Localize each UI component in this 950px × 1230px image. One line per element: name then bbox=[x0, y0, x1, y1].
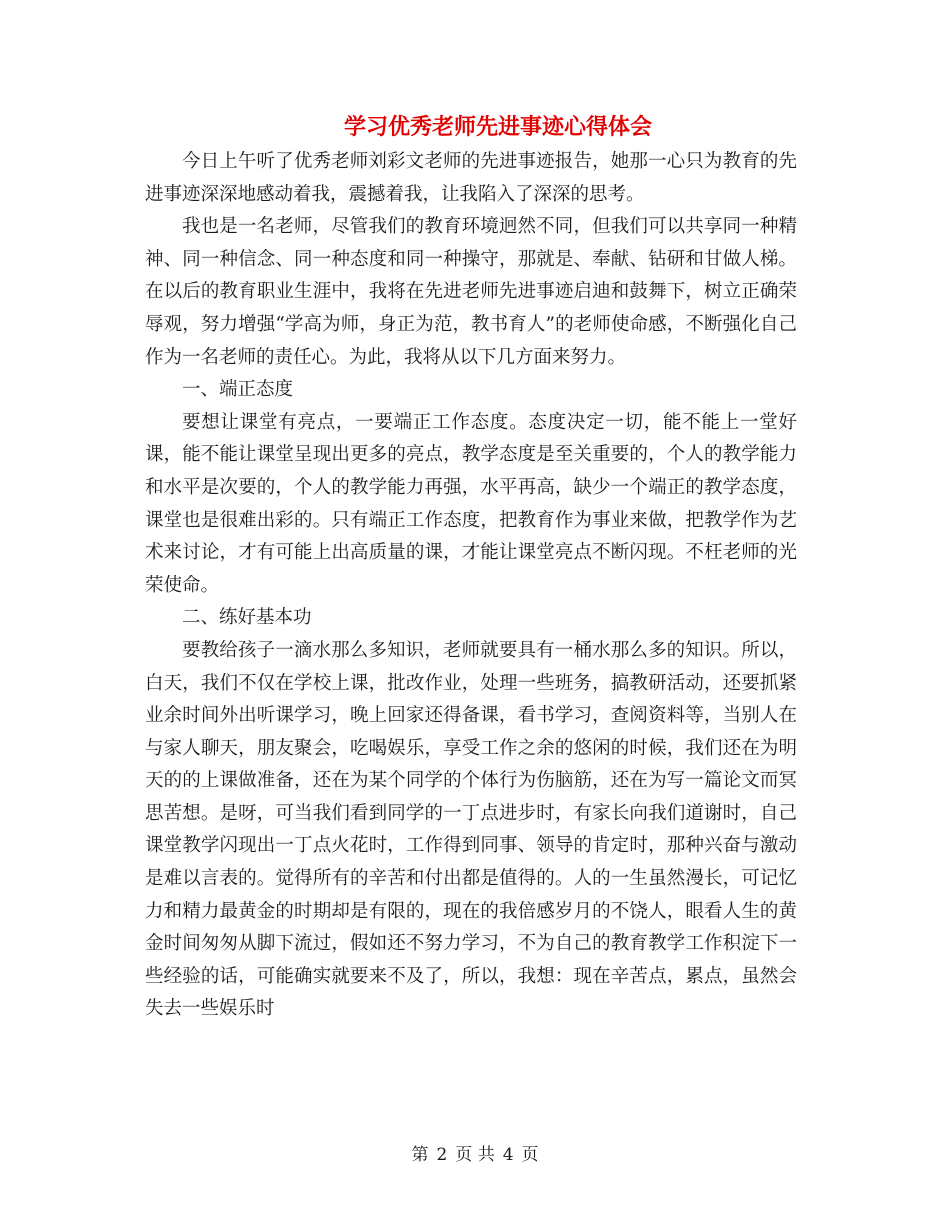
paragraph: 我也是一名老师，尽管我们的教育环境迥然不同，但我们可以共享同一种精神、同一种信念、同一种态度和同一种操守，那就是、奉献、钻研和甘做人梯。在以后的教育职业生涯中，我将在先进老师先进事迹启迪和鼓舞下，树立正确荣辱观，努力增强“学高为师，身正为范，教书育人”的老师使命感，不断强化自己作为一名老师的责任心。为此，我将从以下几方面来努力。 bbox=[145, 216, 797, 368]
section-heading: 一、端正态度 bbox=[182, 379, 294, 401]
paragraph: 今日上午听了优秀老师刘彩文老师的先进事迹报告，她那一心只为教育的先进事迹深深地感动着我，震撼着我，让我陷入了深深的思考。 bbox=[145, 151, 797, 205]
footer-suffix: 页 bbox=[521, 1145, 539, 1165]
footer-middle: 页 共 bbox=[455, 1145, 495, 1165]
page-footer bbox=[0, 1143, 950, 1167]
paragraph: 要想让课堂有亮点，一要端正工作态度。态度决定一切，能不能上一堂好课，能不能让课堂呈现出更多的亮点，教学态度是至关重要的，个人的教学能力和水平是次要的，个人的教学能力再强，水平再高，缺少一个端正的教学态度，课堂也是很难出彩的。只有端正工作态度，把教育作为事业来做，把教学作为艺术来讨论，才有可能上出高质量的课，才能让课堂亮点不断闪现。不枉老师的光荣使命。 bbox=[145, 411, 797, 596]
page-total: 4 bbox=[502, 1145, 514, 1165]
document-body bbox=[145, 146, 797, 1026]
footer-prefix: 第 bbox=[411, 1145, 429, 1165]
paragraph: 要教给孩子一滴水那么多知识，老师就要具有一桶水那么多的知识。所以，白天，我们不仅在学校上课，批改作业，处理一些班务，搞教研活动，还要抓紧业余时间外出听课学习，晚上回家还得备课，看书学习，查阅资料等，当别人在与家人聊天，朋友聚会，吃喝娱乐，享受工作之余的悠闲的时候，我们还在为明天的的上课做准备，还在为某个同学的个体行为伤脑筋，还在为写一篇论文而冥思苦想。是呀，可当我们看到同学的一丁点进步时，有家长向我们道谢时，自己课堂教学闪现出一丁点火花时，工作得到同事、领导的肯定时，那种兴奋与激动是难以言表的。觉得所有的辛苦和付出都是值得的。人的一生虽然漫长，可记忆力和精力最黄金的时期却是有限的，现在的我倍感岁月的不饶人，眼看人生的黄金时间匆匆从脚下流过，假如还不努力学习，不为自己的教育教学工作积淀下一些经验的话，可能确实就要来不及了，所以，我想：现在辛苦点，累点，虽然会失去一些娱乐时 bbox=[145, 639, 797, 1020]
page-number: 2 bbox=[436, 1145, 448, 1165]
section-heading: 二、练好基本功 bbox=[182, 607, 312, 629]
page-title: 学习优秀老师先进事迹心得体会 bbox=[343, 114, 652, 140]
